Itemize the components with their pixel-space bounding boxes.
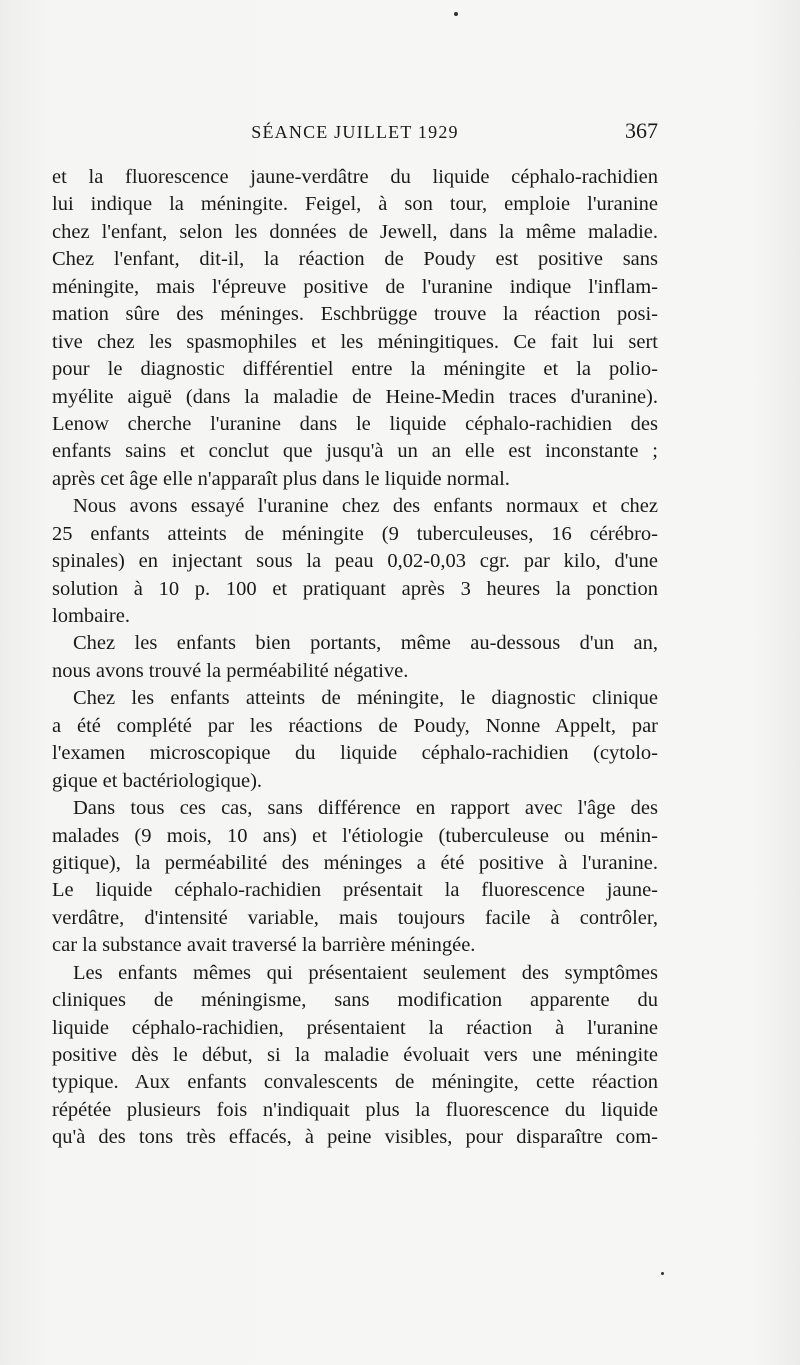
text-line: Nous avons essayé l'uranine chez des enfants normaux et chez (73, 495, 658, 518)
text-line: lui indique la méningite. Feigel, à son tour, emploie l'uranine (52, 193, 658, 216)
page-number: 367 (625, 118, 658, 143)
text-line: a été complété par les réactions de Poudy, Nonne Appelt, par (52, 714, 658, 737)
text-line: enfants sains et conclut que jusqu'à un an elle est inconstante ; (52, 440, 658, 463)
text-line: typique. Aux enfants convalescents de méningite, cette réaction (52, 1071, 658, 1094)
text-line: gitique), la perméabilité des méninges a été positive à l'uranine. (52, 851, 658, 874)
text-line: méningite, mais l'épreuve positive de l'uranine indique l'inflam- (52, 275, 658, 298)
text-line: Chez les enfants bien portants, même au-dessous d'un an, (73, 632, 658, 655)
text-line: Chez l'enfant, dit-il, la réaction de Poudy est positive sans (52, 248, 658, 271)
running-head: SÉANCE JUILLET 1929 (251, 122, 459, 142)
text-line: liquide céphalo-rachidien, présentaient la réaction à l'uranine (52, 1016, 658, 1039)
text-line: Lenow cherche l'uranine dans le liquide céphalo-rachidien des (52, 412, 658, 435)
page-speck (454, 12, 458, 16)
page-speck (661, 1272, 664, 1275)
text-line: qu'à des tons très effacés, à peine visibles, pour disparaître com- (52, 1126, 658, 1149)
text-line: répétée plusieurs fois n'indiquait plus la fluorescence du liquide (52, 1098, 658, 1121)
text-line: Dans tous ces cas, sans différence en rapport avec l'âge des (73, 797, 658, 820)
body-text (52, 164, 658, 1152)
text-line: Les enfants mêmes qui présentaient seulement des symptômes (73, 961, 658, 984)
text-line: après cet âge elle n'apparaît plus dans le liquide normal. (52, 467, 510, 490)
text-line: l'examen microscopique du liquide céphalo-rachidien (cytolo- (52, 742, 658, 765)
text-line: gique et bactériologique). (52, 769, 263, 792)
text-line: tive chez les spasmophiles et les méningitiques. Ce fait lui sert (52, 330, 658, 353)
text-line: myélite aiguë (dans la maladie de Heine-Medin traces d'uranine). (52, 385, 658, 408)
text-line: Le liquide céphalo-rachidien présentait la fluorescence jaune- (52, 879, 658, 902)
page-header (52, 118, 658, 148)
text-line: verdâtre, d'intensité variable, mais toujours facile à contrôler, (52, 906, 658, 929)
text-line: positive dès le début, si la maladie évoluait vers une méningite (52, 1044, 658, 1066)
text-line: pour le diagnostic différentiel entre la méningite et la polio- (52, 358, 658, 381)
text-line: Chez les enfants atteints de méningite, le diagnostic clinique (73, 687, 658, 710)
text-line: spinales) en injectant sous la peau 0,02-0,03 cgr. par kilo, d'une (52, 550, 658, 573)
text-line: cliniques de méningisme, sans modification apparente du (52, 989, 658, 1012)
text-line: mation sûre des méninges. Eschbrügge trouve la réaction posi- (52, 303, 658, 326)
text-line: malades (9 mois, 10 ans) et l'étiologie (tuberculeuse ou ménin- (52, 824, 658, 847)
text-line: chez l'enfant, selon les données de Jewell, dans la même maladie. (52, 220, 658, 243)
text-line: lombaire. (52, 605, 130, 627)
text-line: 25 enfants atteints de méningite (9 tuberculeuses, 16 cérébro- (52, 522, 658, 545)
text-line: solution à 10 p. 100 et pratiquant après 3 heures la ponction (52, 577, 658, 600)
text-line: nous avons trouvé la perméabilité négative. (52, 659, 409, 682)
text-line: car la substance avait traversé la barrière méningée. (52, 934, 476, 957)
text-line: et la fluorescence jaune-verdâtre du liquide céphalo-rachidien (52, 166, 658, 188)
